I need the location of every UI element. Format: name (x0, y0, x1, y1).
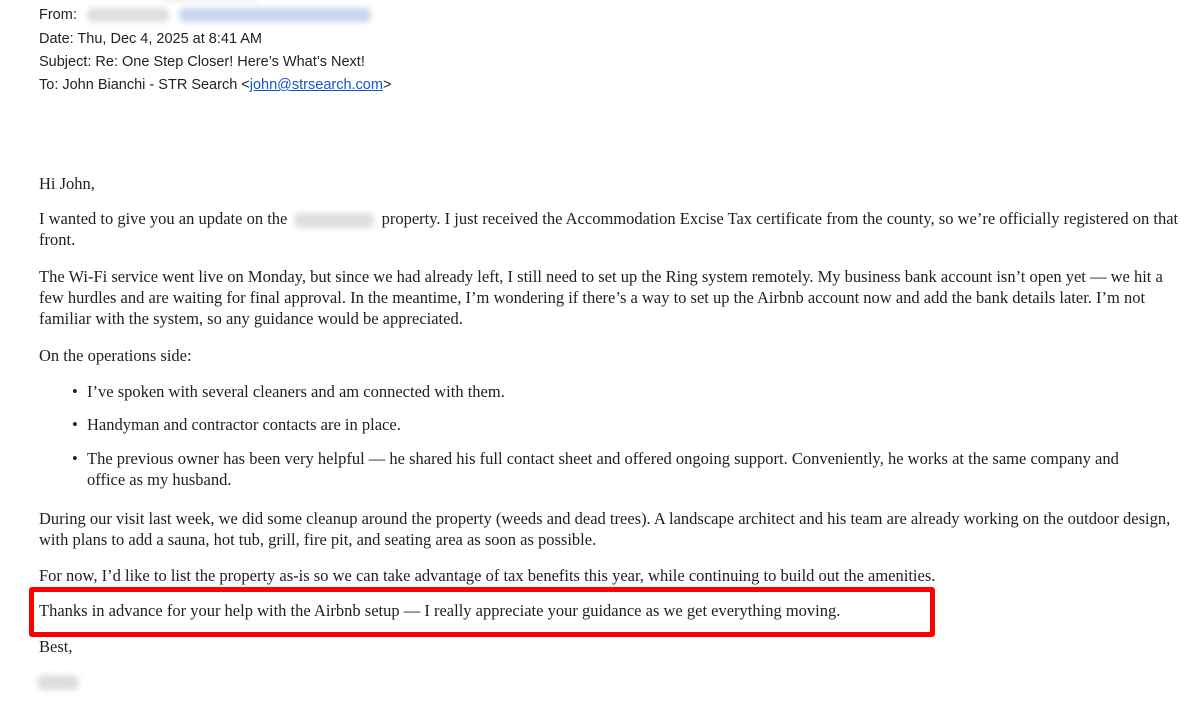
from-line (39, 7, 371, 23)
paragraph-thanks: Thanks in advance for your help with the Airbnb setup — I really appreciate your guidance as we get everything moving. (39, 601, 841, 620)
redacted-sender-email (179, 8, 371, 22)
list-item-text: The previous owner has been very helpful — he shared his full contact sheet and offered ongoing support. Conveniently, he works at the same company and office as my husband. (87, 449, 1119, 489)
operations-intro: On the operations side: (39, 346, 192, 365)
redacted-header-line (160, 0, 260, 2)
redacted-signature-name (37, 675, 79, 690)
paragraph-update-end: property. I just received the Accommodation Excise Tax certificate from the county, so we’re officially registered on that front. (39, 209, 1179, 249)
redacted-sender-name (87, 8, 169, 22)
paragraph-listing: For now, I’d like to list the property as-is so we can take advantage of tax benefits this year, while continuing to build out the amenities. (39, 566, 936, 585)
paragraph-update (39, 208, 1180, 250)
date-line: Date: Thu, Dec 4, 2025 at 8:41 AM (39, 31, 263, 47)
subject-line: Subject: Re: One Step Closer! Here’s What’s Next! (39, 54, 365, 70)
to-line (39, 77, 391, 93)
list-item (72, 448, 1130, 490)
bullet-dot-icon: • (72, 382, 78, 401)
redacted-signature (37, 673, 79, 691)
paragraph-update-start: I wanted to give you an update on the (39, 209, 288, 228)
from-label: From: (39, 7, 77, 23)
list-item-text: I’ve spoken with several cleaners and am connected with them. (87, 382, 505, 401)
recipient-email-link[interactable]: john@strsearch.com (249, 77, 383, 93)
to-suffix: > (382, 77, 392, 93)
bullet-dot-icon: • (72, 415, 78, 434)
to-prefix: To: John Bianchi - STR Search < (39, 77, 250, 93)
paragraph-cleanup: During our visit last week, we did some cleanup around the property (weeds and dead trees). A landscape architect and his team are already working on the outdoor design, with plans to add a sauna, hot tub, grill, fire pit, and seating area as soon as possible. (39, 509, 1171, 549)
paragraph-wifi-bank: The Wi-Fi service went live on Monday, but since we had already left, I still need to set up the Ring system remotely. My business bank account isn’t open yet — we hit a few hurdles and are waiting for final approval. In the meantime, I’m wondering if there’s a way to set up the Airbnb account now and add the bank details later. I’m not familiar with the system, so any guidance would be appreciated. (39, 267, 1163, 328)
bullet-dot-icon: • (72, 449, 78, 468)
list-item-text: Handyman and contractor contacts are in place. (87, 415, 401, 434)
greeting: Hi John, (39, 174, 95, 193)
list-item (72, 414, 1130, 435)
highlight-box (29, 587, 935, 637)
signoff: Best, (39, 637, 73, 656)
list-item (72, 381, 1130, 402)
redacted-property-name (294, 213, 374, 228)
